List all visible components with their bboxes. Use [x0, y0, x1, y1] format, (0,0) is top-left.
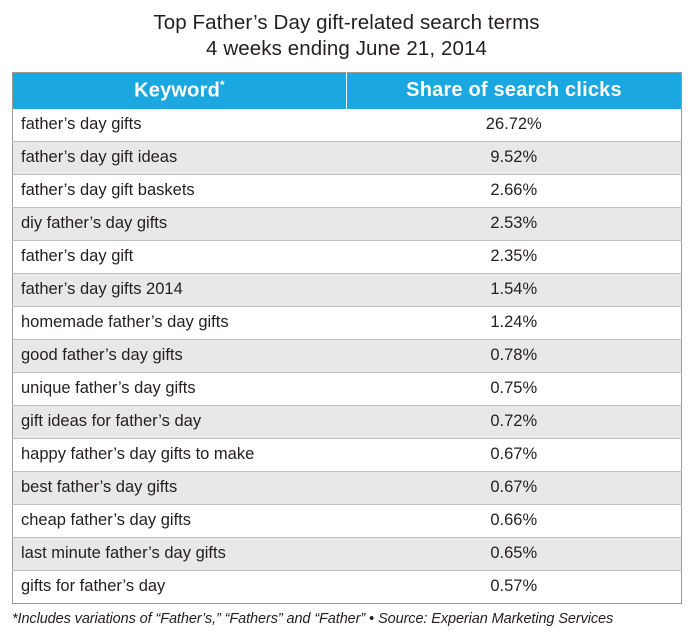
cell-share: 0.66%	[347, 504, 682, 537]
table-header-row	[13, 72, 682, 109]
footnote-source: Source: Experian Marketing Services	[378, 610, 614, 627]
title-line-2: 4 weeks ending June 21, 2014	[206, 36, 487, 60]
cell-keyword: happy father’s day gifts to make	[13, 438, 347, 471]
cell-keyword: good father’s day gifts	[13, 339, 347, 372]
cell-keyword: father’s day gift ideas	[13, 141, 347, 174]
table-row	[13, 306, 682, 339]
table-row	[13, 339, 682, 372]
table-row	[13, 240, 682, 273]
column-header-keyword-marker: *	[220, 78, 225, 93]
search-terms-table	[12, 72, 682, 604]
table-row	[13, 273, 682, 306]
table-body	[13, 109, 682, 604]
table-row	[13, 141, 682, 174]
footnote	[12, 611, 681, 627]
cell-keyword: father’s day gift baskets	[13, 174, 347, 207]
table-row	[13, 504, 682, 537]
cell-share: 1.54%	[347, 273, 682, 306]
cell-keyword: best father’s day gifts	[13, 471, 347, 504]
cell-share: 0.65%	[347, 537, 682, 570]
cell-share: 0.78%	[347, 339, 682, 372]
cell-share: 0.75%	[347, 372, 682, 405]
cell-share: 2.66%	[347, 174, 682, 207]
cell-share: 0.67%	[347, 471, 682, 504]
table-row	[13, 174, 682, 207]
cell-keyword: gift ideas for father’s day	[13, 405, 347, 438]
cell-keyword: homemade father’s day gifts	[13, 306, 347, 339]
cell-share: 2.53%	[347, 207, 682, 240]
cell-share: 2.35%	[347, 240, 682, 273]
page-title	[12, 8, 681, 62]
cell-keyword: gifts for father’s day	[21, 577, 166, 596]
table-row	[13, 109, 682, 142]
table-header	[13, 72, 682, 109]
table-row	[13, 438, 682, 471]
column-header-keyword	[13, 72, 347, 109]
cell-keyword: diy father’s day gifts	[13, 207, 347, 240]
footnote-separator: •	[369, 610, 375, 627]
title-line-1: Top Father’s Day gift-related search terms	[153, 11, 540, 34]
cell-keyword: cheap father’s day gifts	[13, 504, 347, 537]
cell-share: 0.67%	[347, 438, 682, 471]
cell-keyword: father’s day gifts 2014	[13, 273, 347, 306]
cell-share: 0.72%	[347, 405, 682, 438]
column-header-share: Share of search clicks	[347, 72, 682, 109]
table-row	[13, 471, 682, 504]
table-row	[13, 405, 682, 438]
table-row	[13, 570, 682, 603]
cell-share: 26.72%	[347, 109, 682, 142]
footnote-text: *Includes variations of “Father’s,” “Fathers” and “Father”	[12, 610, 366, 627]
cell-keyword: last minute father’s day gifts	[13, 537, 347, 570]
cell-keyword: unique father’s day gifts	[13, 372, 347, 405]
table-row	[13, 207, 682, 240]
cell-share: 9.52%	[347, 141, 682, 174]
cell-share: 0.57%	[490, 577, 538, 596]
cell-keyword: father’s day gift	[13, 240, 347, 273]
table-row	[13, 372, 682, 405]
column-header-keyword-label: Keyword	[134, 79, 220, 102]
table-row	[13, 537, 682, 570]
cell-keyword: father’s day gifts	[13, 109, 347, 142]
cell-share: 1.24%	[347, 306, 682, 339]
